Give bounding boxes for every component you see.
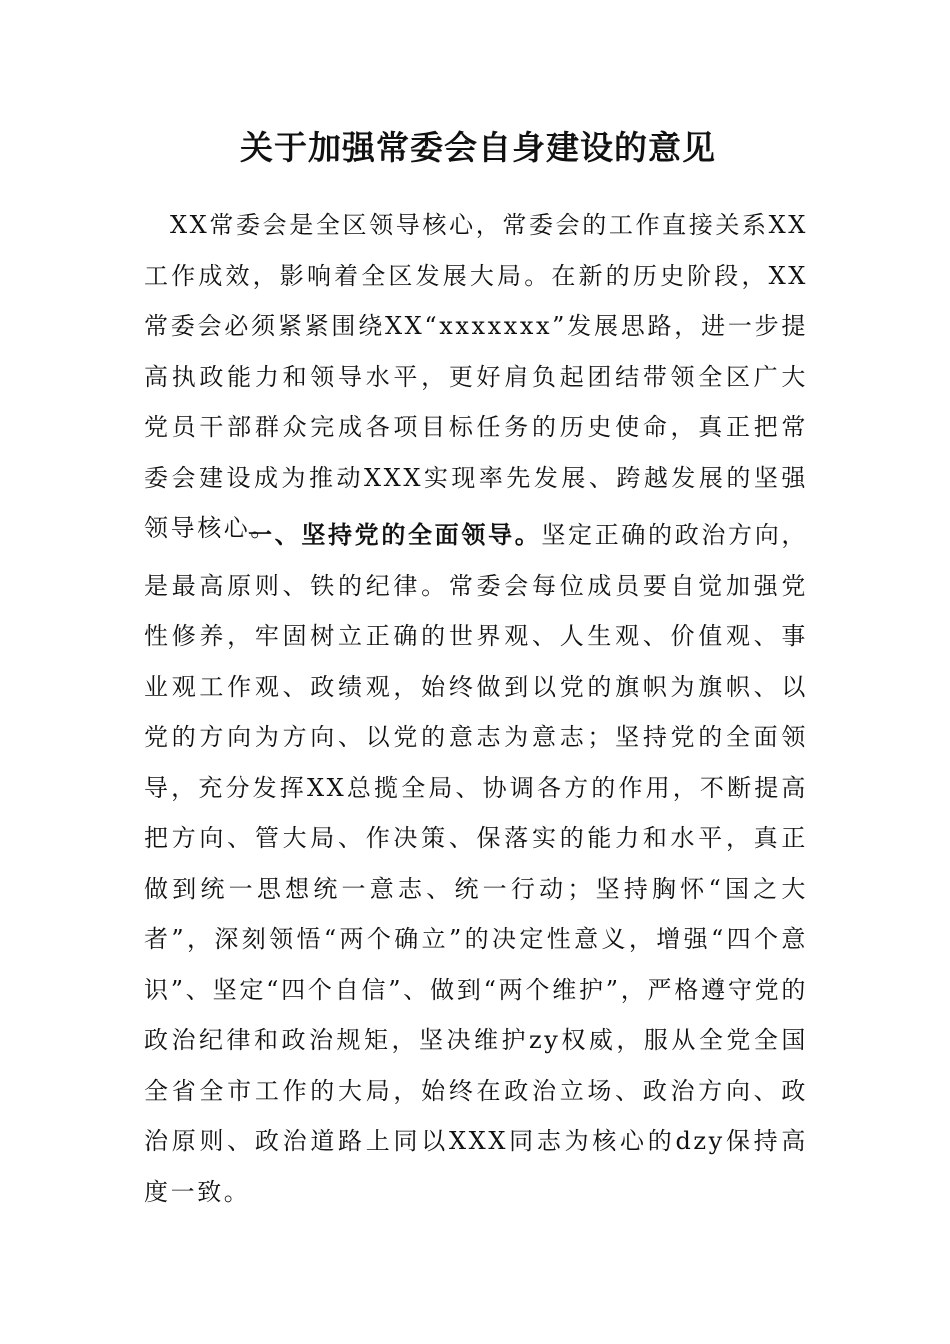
section-one-paragraph: [144, 510, 808, 1217]
intro-paragraph: [144, 200, 808, 554]
section-one-heading: 一、坚持党的全面领导。: [248, 520, 542, 549]
document-title: 关于加强常委会自身建设的意见: [240, 128, 716, 167]
section-one-text: 坚定正确的政治方向，是最高原则、铁的纪律。常委会每位成员要自觉加强党性修养，牢固树立正确的世界观、人生观、价值观、事业观工作观、政绩观，始终做到以党的旗帜为旗帜、以党的方向为方向、以党的意志为意志；坚持党的全面领导，充分发挥XX总揽全局、协调各方的作用，不断提高把方向、管大局、作决策、保落实的能力和水平，真正做到统一思想统一意志、统一行动；坚持胸怀“国之大者”，深刻领悟“两个确立”的决定性意义，增强“四个意识”、坚定“四个自信”、做到“两个维护”，严格遵守党的政治纪律和政治规矩，坚决维护zy权威，服从全党全国全省全市工作的大局，始终在政治立场、政治方向、政治原则、政治道路上同以XXX同志为核心的dzy保持高度一致。: [144, 521, 809, 1206]
intro-paragraph-text: XX常委会是全区领导核心，常委会的工作直接关系XX工作成效，影响着全区发展大局。在新的历史阶段，XX常委会必须紧紧围绕XX“xxxxxxx”发展思路，进一步提高执政能力和领导水平，更好肩负起团结带领全区广大党员干部群众完成各项目标任务的历史使命，真正把常委会建设成为推动XXX实现率先发展、跨越发展的坚强领导核心。: [144, 211, 808, 542]
